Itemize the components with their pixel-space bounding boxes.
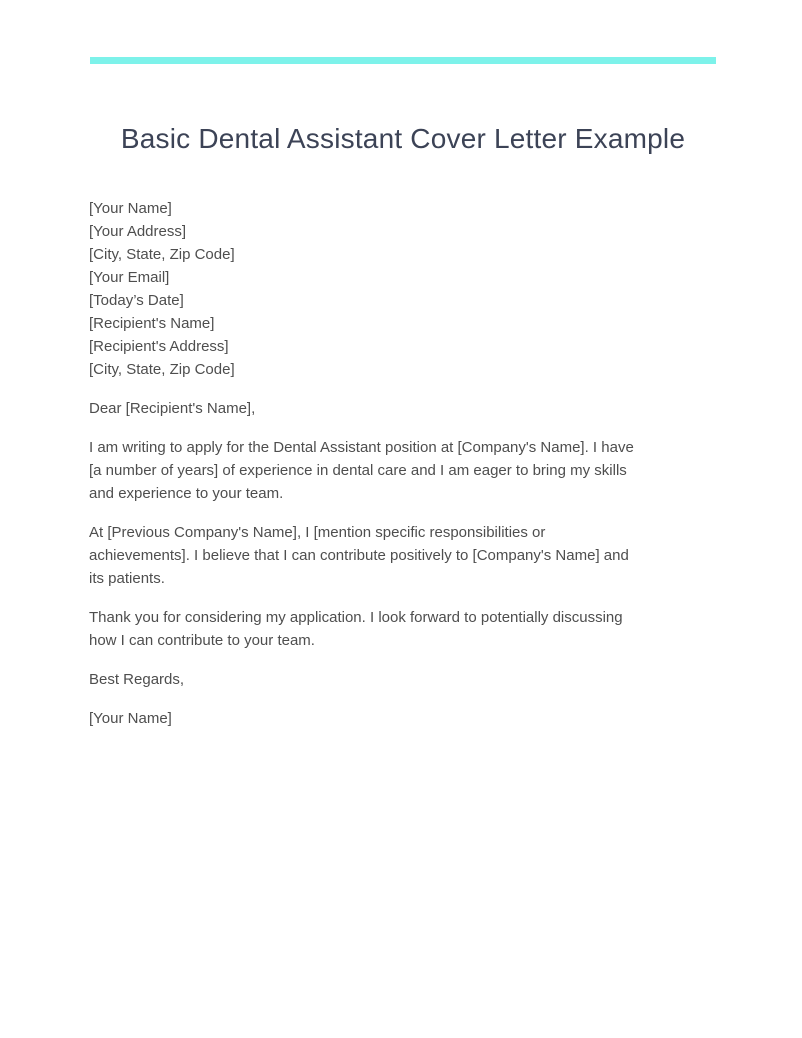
closing (89, 668, 709, 691)
address-block (89, 197, 709, 381)
letter-body (89, 197, 709, 730)
paragraph-1 (89, 436, 709, 505)
address-line: [Recipient's Address] (89, 338, 229, 355)
signature (89, 707, 709, 730)
paragraph-line: At [Previous Company's Name], I [mention specific responsibilities or (89, 524, 546, 541)
address-line: [Your Email] (89, 269, 170, 286)
salutation-line: Dear [Recipient's Name], (89, 400, 256, 417)
paragraph-line: [a number of years] of experience in dental care and I am eager to bring my skills (89, 462, 627, 479)
page-title: Basic Dental Assistant Cover Letter Example (120, 122, 686, 154)
address-line: [Your Name] (89, 200, 172, 217)
salutation (89, 397, 709, 420)
address-line: [Your Address] (89, 223, 187, 240)
address-line: [City, State, Zip Code] (89, 361, 235, 378)
paragraph-2 (89, 521, 709, 590)
paragraph-3 (89, 606, 709, 652)
address-line: [Recipient's Name] (89, 315, 215, 332)
paragraph-line: how I can contribute to your team. (89, 632, 315, 649)
accent-bar (90, 57, 716, 64)
paragraph-line: achievements]. I believe that I can contribute positively to [Company's Name] and (89, 547, 629, 564)
closing-line: Best Regards, (89, 671, 185, 688)
address-line: [Today’s Date] (89, 292, 184, 309)
signature-line: [Your Name] (89, 710, 172, 727)
paragraph-line: I am writing to apply for the Dental Assistant position at [Company's Name]. I have (89, 439, 634, 456)
paragraph-line: Thank you for considering my application. I look forward to potentially discussing (89, 609, 623, 626)
paragraph-line: its patients. (89, 570, 165, 587)
address-line: [City, State, Zip Code] (89, 246, 235, 263)
paragraph-line: and experience to your team. (89, 485, 284, 502)
